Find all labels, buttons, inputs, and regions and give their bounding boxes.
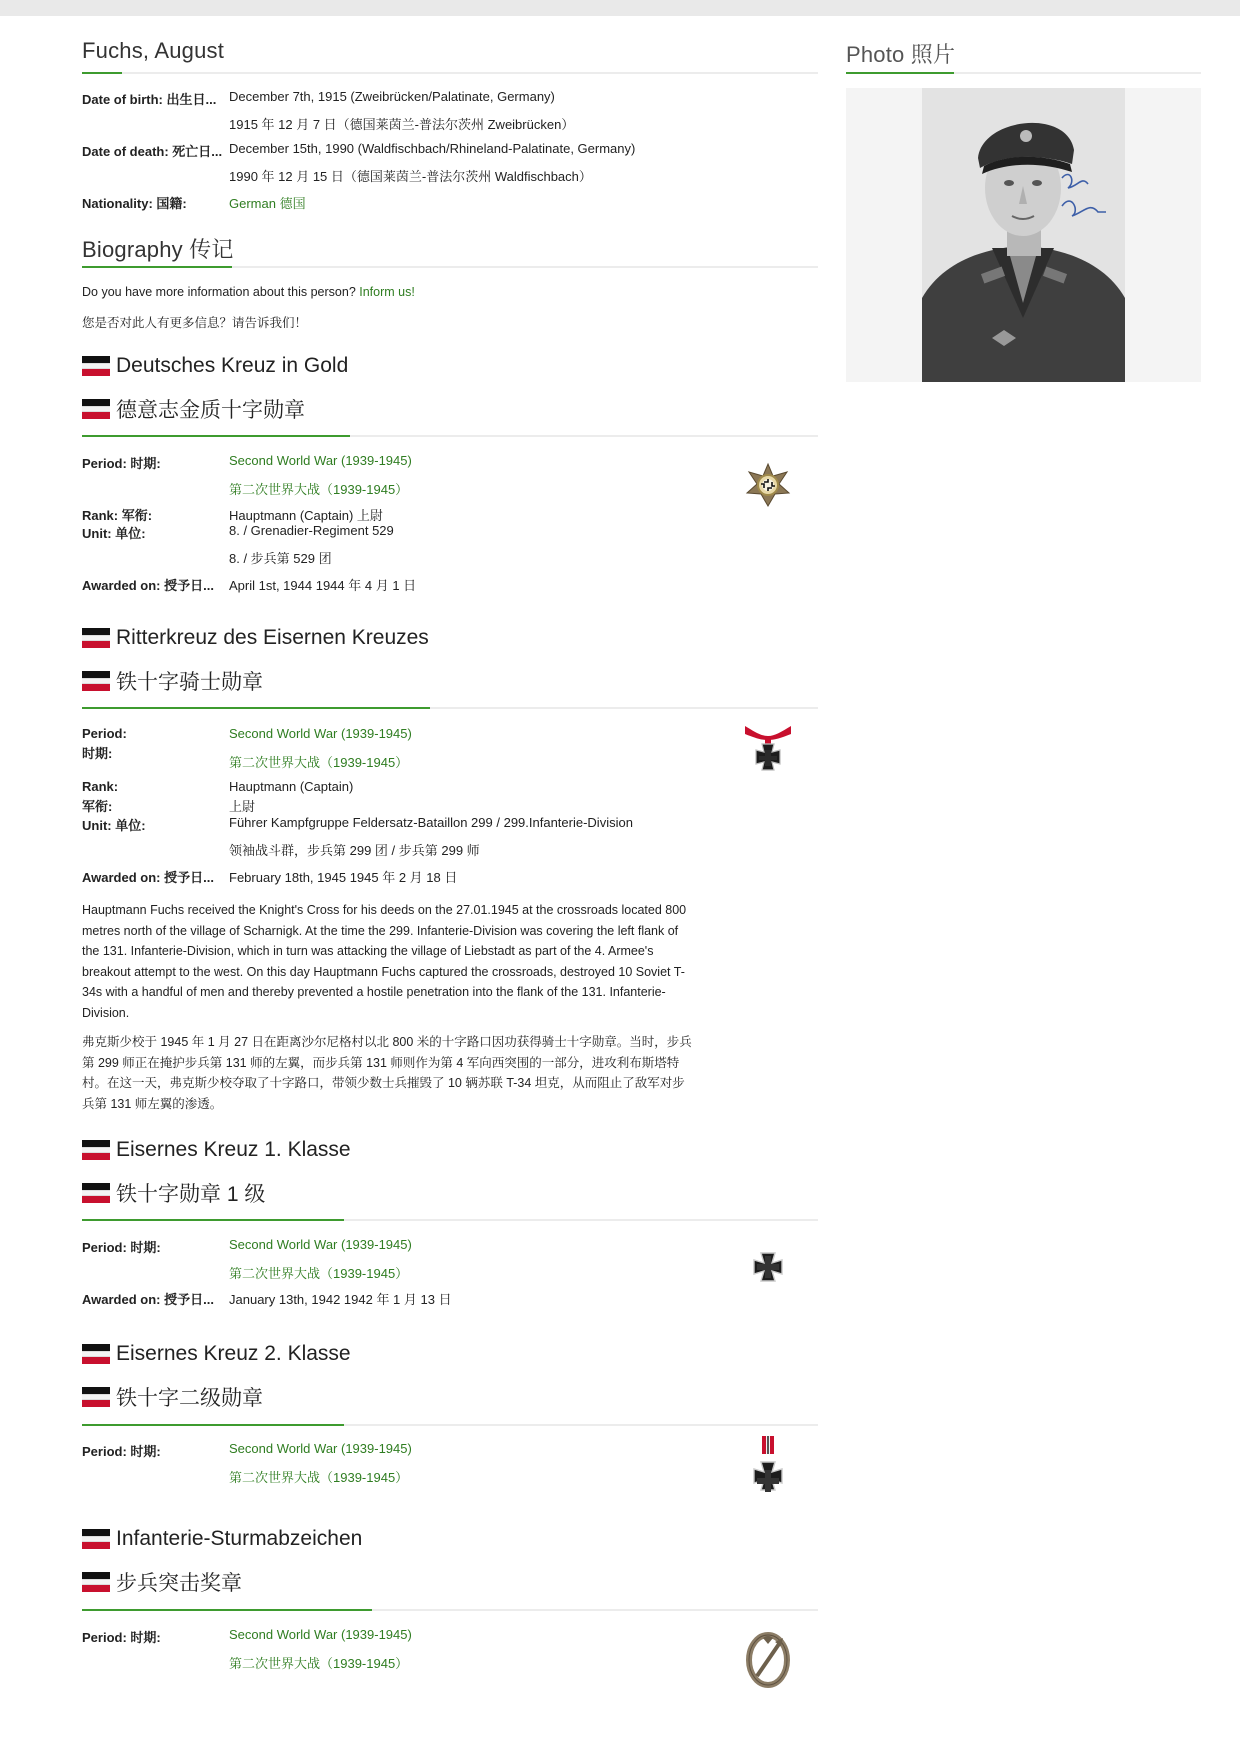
infantry-assault-badge-icon	[745, 1632, 791, 1688]
unit-zh: 8. / 步兵第 529 团	[229, 551, 332, 566]
award-underline	[82, 707, 818, 709]
german-flag-icon	[82, 1344, 110, 1364]
german-flag-icon	[82, 1572, 110, 1592]
period-en: Second World War (1939-1945)	[229, 1441, 412, 1456]
dod-label: Date of death: 死亡日...	[82, 144, 223, 159]
award-title-zh	[82, 666, 263, 696]
dob-label: Date of birth: 出生日...	[82, 92, 217, 107]
award-name-zh: 铁十字二级勋章	[116, 1387, 263, 1410]
period-en: Second World War (1939-1945)	[229, 1237, 412, 1252]
awarded-label: Awarded on: 授予日...	[82, 1292, 214, 1307]
period-en: Second World War (1939-1945)	[229, 726, 412, 741]
iron-cross-first-class-icon	[746, 1246, 790, 1290]
photo-underline	[846, 72, 1201, 74]
awarded-label: Awarded on: 授予日...	[82, 870, 214, 885]
biography-underline	[82, 266, 818, 268]
award-name-zh: 铁十字勋章 1 级	[116, 1183, 266, 1206]
german-flag-icon	[82, 1529, 110, 1549]
award-title-zh	[82, 1178, 265, 1208]
award-name: Ritterkreuz des Eisernen Kreuzes	[116, 626, 429, 649]
knights-cross-icon	[743, 722, 793, 782]
award-name: Eisernes Kreuz 2. Klasse	[116, 1342, 351, 1365]
nationality-label: Nationality: 国籍:	[82, 196, 187, 211]
unit-en: 8. / Grenadier-Regiment 529	[229, 523, 394, 538]
rank-label: Rank: 军衔:	[82, 508, 153, 523]
dod-zh: 1990 年 12 月 15 日（德国莱茵兰-普法尔茨州 Waldfischbach）	[229, 169, 592, 184]
rank-label: Rank:	[82, 779, 119, 794]
award-title-de	[82, 1527, 362, 1551]
period-zh: 第二次世界大战（1939-1945）	[229, 482, 409, 497]
info-question-text: Do you have more information about this person?	[82, 285, 360, 299]
rank-label-zh: 军衔:	[82, 799, 113, 814]
award-bio-en: Hauptmann Fuchs received the Knight's Cross for his deeds on the 27.01.1945 at the crossroads located 800 metres north of the village of Scharnigk. At the time the 299. Infanterie-Division was covering the left flank of the 131. Infanterie-Division, which in turn was attacking the village of Liebstadt as part of the 4. Armee's breakout attempt to the west. On this day Hauptmann Fuchs captured the crossroads, destroyed 10 Soviet T-34s with a handful of men and thereby prevented a hostile penetration into the flank of the 131. Infanterie-Division.	[82, 903, 687, 1020]
period-label: Period: 时期:	[82, 456, 161, 471]
period-label: Period: 时期:	[82, 1630, 161, 1645]
award-name: Eisernes Kreuz 1. Klasse	[116, 1138, 351, 1161]
award-underline	[82, 435, 818, 437]
biography-title: Biography 传记	[82, 237, 234, 262]
awarded-label: Awarded on: 授予日...	[82, 578, 214, 593]
german-flag-icon	[82, 628, 110, 648]
award-name-zh: 德意志金质十字勋章	[116, 399, 305, 422]
iron-cross-second-class-icon	[746, 1436, 790, 1506]
person-name: Fuchs, August	[82, 38, 225, 63]
dob-en: December 7th, 1915 (Zweibrücken/Palatinate, Germany)	[229, 89, 555, 104]
nationality-value: German 德国	[229, 196, 306, 211]
inform-us-link[interactable]: Inform us!	[359, 285, 415, 299]
name-underline	[82, 72, 818, 74]
info-question-zh: 您是否对此人有更多信息？请告诉我们！	[82, 316, 308, 330]
unit-label: Unit: 单位:	[82, 818, 146, 833]
german-flag-icon	[82, 671, 110, 691]
unit-zh: 领袖战斗群，步兵第 299 团 / 步兵第 299 师	[229, 843, 480, 858]
german-cross-gold-icon	[745, 462, 791, 508]
german-flag-icon	[82, 399, 110, 419]
period-zh: 第二次世界大战（1939-1945）	[229, 1470, 409, 1485]
period-zh: 第二次世界大战（1939-1945）	[229, 1266, 409, 1281]
award-title-de	[82, 1342, 351, 1366]
period-en: Second World War (1939-1945)	[229, 1627, 412, 1642]
period-zh: 第二次世界大战（1939-1945）	[229, 1656, 409, 1671]
award-title-zh	[82, 1567, 242, 1597]
rank-value-zh: 上尉	[229, 799, 256, 814]
portrait-photo[interactable]	[922, 88, 1125, 382]
period-label: Period: 时期:	[82, 1444, 161, 1459]
award-name-zh: 步兵突击奖章	[116, 1572, 242, 1595]
period-label-zh: 时期:	[82, 746, 113, 761]
dob-zh: 1915 年 12 月 7 日（德国莱茵兰-普法尔茨州 Zweibrücken）	[229, 117, 575, 132]
rank-value: Hauptmann (Captain)	[229, 779, 354, 794]
awarded-value: January 13th, 1942 1942 年 1 月 13 日	[229, 1292, 452, 1307]
info-question	[82, 285, 415, 299]
period-label: Period: 时期:	[82, 1240, 161, 1255]
photo-title: Photo 照片	[846, 42, 956, 67]
award-name: Infanterie-Sturmabzeichen	[116, 1527, 363, 1550]
award-underline	[82, 1424, 818, 1426]
german-flag-icon	[82, 1387, 110, 1407]
awarded-value: February 18th, 1945 1945 年 2 月 18 日	[229, 870, 458, 885]
unit-en: Führer Kampfgruppe Feldersatz-Bataillon 299 / 299.Infanterie-Division	[229, 815, 633, 830]
period-en: Second World War (1939-1945)	[229, 453, 412, 468]
german-flag-icon	[82, 1140, 110, 1160]
photo-frame	[846, 88, 1201, 382]
award-name: Deutsches Kreuz in Gold	[116, 354, 349, 377]
award-title-zh	[82, 1382, 263, 1412]
dod-en: December 15th, 1990 (Waldfischbach/Rhineland-Palatinate, Germany)	[229, 141, 636, 156]
period-label: Period:	[82, 726, 127, 741]
rank-value: Hauptmann (Captain) 上尉	[229, 508, 383, 523]
top-bar	[0, 0, 1240, 16]
german-flag-icon	[82, 1183, 110, 1203]
period-zh: 第二次世界大战（1939-1945）	[229, 755, 409, 770]
award-title-zh	[82, 394, 305, 424]
award-underline	[82, 1609, 818, 1611]
award-title-de	[82, 354, 348, 378]
award-title-de	[82, 626, 429, 650]
award-underline	[82, 1219, 818, 1221]
unit-label: Unit: 单位:	[82, 526, 146, 541]
award-bio-zh: 弗克斯少校于 1945 年 1 月 27 日在距离沙尔尼格村以北 800 米的十字路口因功获得骑士十字勋章。当时，步兵第 299 师正在掩护步兵第 131 师的左翼，而步兵第 131 师则作为第 4 军向西突围的一部分，进攻利布斯塔特村。在这一天，弗克斯少校夺取了十字路口，带领少数士兵摧毁了 10 辆苏联 T-34 坦克，从而阻止了敌军对步兵第 131 师左翼的渗透。	[82, 1035, 692, 1111]
awarded-value: April 1st, 1944 1944 年 4 月 1 日	[229, 578, 417, 593]
german-flag-icon	[82, 356, 110, 376]
award-title-de	[82, 1138, 351, 1162]
award-name-zh: 铁十字骑士勋章	[116, 671, 263, 694]
